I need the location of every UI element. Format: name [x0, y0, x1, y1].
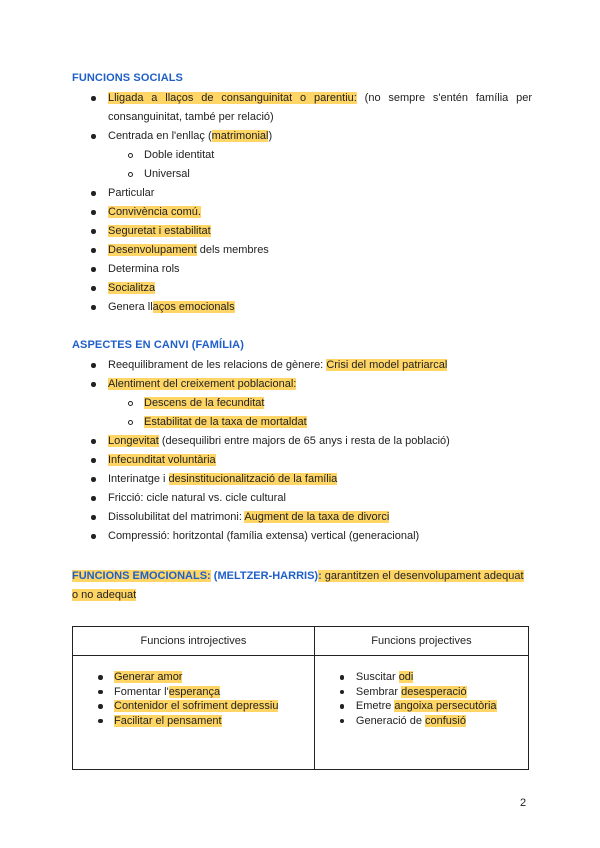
- list-item: Socialitza: [72, 279, 532, 298]
- table-list-item: Facilitar el pensament: [74, 714, 313, 729]
- table-list-item: Contenidor el sofriment depressiu: [74, 699, 313, 714]
- list-item: Alentiment del creixement poblacional:: [72, 375, 532, 394]
- sub-list-item: Estabilitat de la taxa de mortaldat: [72, 413, 532, 432]
- list-item: Longevitat (desequilibri entre majors de 65 anys i resta de la població): [72, 432, 532, 451]
- table-list-item: Generar amor: [74, 670, 313, 685]
- list-item: Particular: [72, 184, 532, 203]
- table-list-item: Sembrar desesperació: [316, 685, 527, 700]
- list-item: Lligada a llaços de consanguinitat o parentiu: (no sempre s'entén família per consanguinitat, també per relació): [72, 89, 532, 127]
- sub-list-item: Descens de la fecunditat: [72, 394, 532, 413]
- list-item: Determina rols: [72, 260, 532, 279]
- heading-funcions-emocionals: FUNCIONS EMOCIONALS:: [72, 570, 211, 582]
- list-item: Reequilibrament de les relacions de gènere: Crisi del model patriarcal: [72, 356, 532, 375]
- list-item: Interinatge i desinstitucionalització de la família: [72, 470, 532, 489]
- sub-list-item: Doble identitat: [72, 146, 532, 165]
- list-item: Seguretat i estabilitat: [72, 222, 532, 241]
- list-item: Compressió: horitzontal (família extensa) vertical (generacional): [72, 527, 532, 546]
- table-header-introjectives: Funcions introjectives: [73, 627, 315, 656]
- list-item: Centrada en l'enllaç (matrimonial): [72, 127, 532, 146]
- paragraph-funcions-emocionals: FUNCIONS EMOCIONALS: (MELTZER-HARRIS): garantitzen el desenvolupament adequat o no adequat: [72, 570, 524, 601]
- table-cell-introjectives: [73, 656, 315, 770]
- table-list-item: Suscitar odi: [316, 670, 527, 685]
- list-item: Genera llaços emocionals: [72, 298, 532, 317]
- heading-aspectes-en-canvi: ASPECTES EN CANVI (FAMÍLIA): [72, 339, 244, 351]
- functions-table: [72, 626, 529, 770]
- page-number: 2: [520, 797, 527, 809]
- heading-funcions-socials: FUNCIONS SOCIALS: [72, 72, 183, 84]
- table-header-projectives: Funcions projectives: [314, 627, 528, 656]
- list-item: Dissolubilitat del matrimoni: Augment de la taxa de divorci: [72, 508, 532, 527]
- sub-list-item: Universal: [72, 165, 532, 184]
- table-list-item: Generació de confusió: [316, 714, 527, 729]
- table-list-item: Emetre angoixa persecutòria: [316, 699, 527, 714]
- list-item: Fricció: cicle natural vs. cicle cultural: [72, 489, 532, 508]
- list-aspectes-en-canvi: [72, 356, 532, 546]
- list-item: Convivència comú.: [72, 203, 532, 222]
- list-item: Desenvolupament dels membres: [72, 241, 532, 260]
- table-cell-projectives: [314, 656, 528, 770]
- table-list-item: Fomentar l'esperança: [74, 685, 313, 700]
- list-item: Infecunditat voluntària: [72, 451, 532, 470]
- list-funcions-socials: [72, 89, 532, 317]
